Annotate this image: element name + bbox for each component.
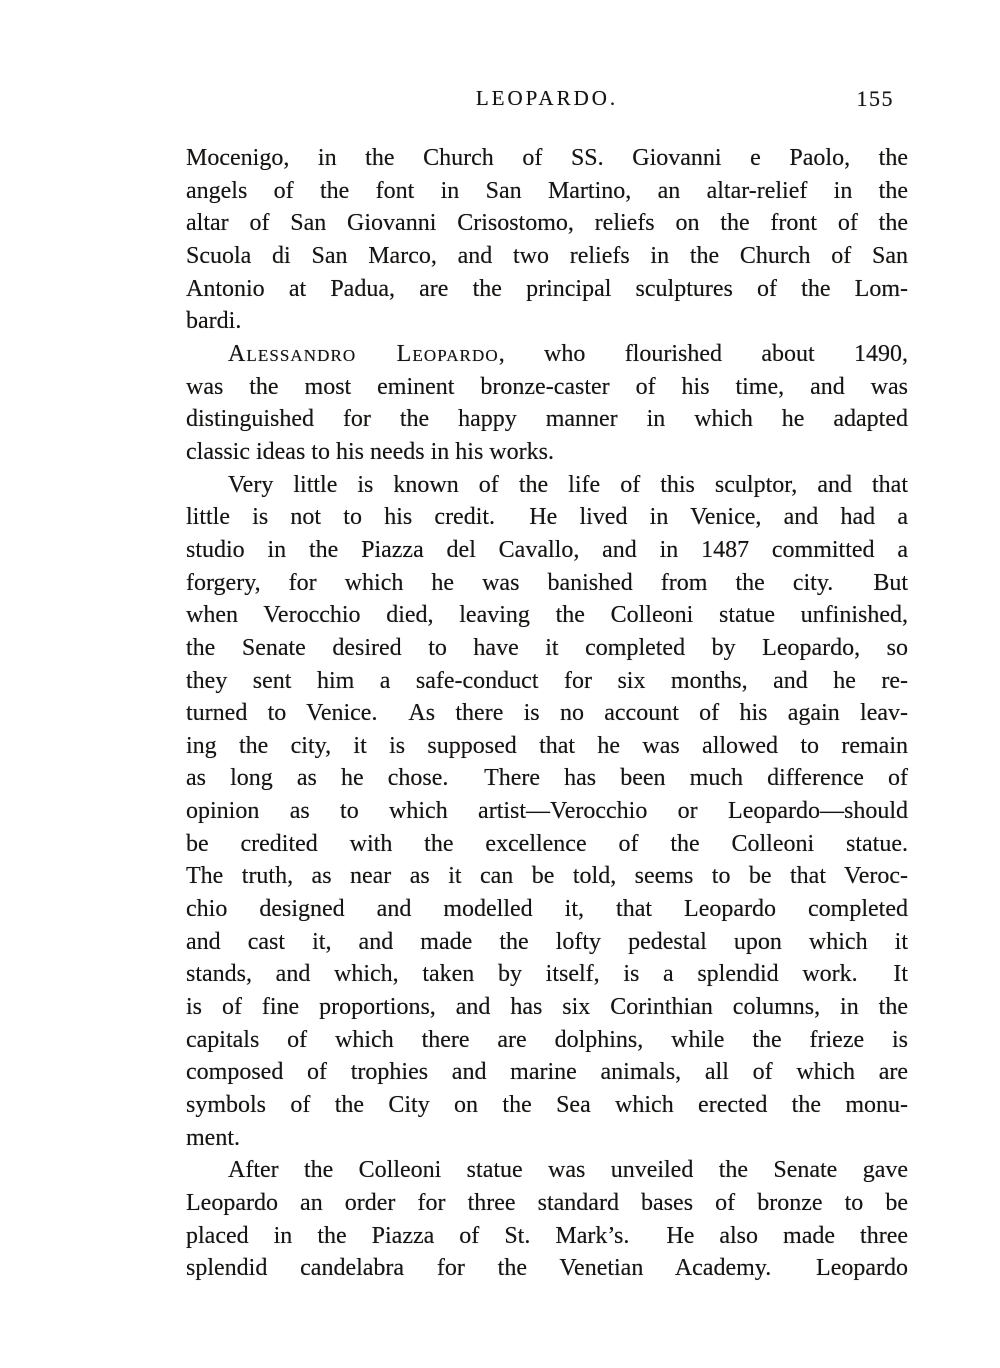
text-line: stands, and which, taken by itself, is a splendid work. It: [186, 961, 908, 988]
running-header: [186, 86, 908, 116]
small-caps-name: Alessandro Leopardo: [228, 340, 499, 367]
text-line: opinion as to which artist—Verocchio or Leopardo—should: [186, 798, 908, 825]
page-title: LEOPARDO.: [475, 86, 619, 110]
text-line: Very little is known of the life of this sculptor, and that: [228, 471, 908, 498]
text-line: they sent him a safe-conduct for six months, and he re-: [186, 667, 908, 694]
text-line: was the most eminent bronze-caster of his time, and was: [186, 373, 908, 400]
text-line: The truth, as near as it can be told, seems to be that Veroc-: [186, 863, 908, 890]
text-line: ment.: [186, 1124, 240, 1151]
text-line: as long as he chose. There has been much difference of: [186, 765, 908, 792]
text-line: Mocenigo, in the Church of SS. Giovanni e Paolo, the: [186, 145, 908, 171]
text-line: Antonio at Padua, are the principal sculptures of the Lom-: [186, 275, 908, 302]
text-line: distinguished for the happy manner in which he adapted: [186, 406, 908, 433]
text-line: placed in the Piazza of St. Mark’s. He also made three: [186, 1222, 908, 1249]
text-line: symbols of the City on the Sea which erected the monu-: [186, 1092, 908, 1119]
text-line: when Verocchio died, leaving the Colleoni statue unfinished,: [186, 602, 908, 629]
text-line: is of fine proportions, and has six Corinthian columns, in the: [186, 994, 908, 1021]
text-line: Scuola di San Marco, and two reliefs in the Church of San: [186, 242, 908, 269]
text-line: After the Colleoni statue was unveiled the Senate gave: [228, 1157, 908, 1184]
text-line: capitals of which there are dolphins, while the frieze is: [186, 1026, 908, 1053]
text-block: [186, 142, 908, 1285]
text-line: composed of trophies and marine animals, all of which are: [186, 1059, 908, 1086]
text-line: studio in the Piazza del Cavallo, and in 1487 committed a: [186, 536, 908, 563]
text-line: [186, 338, 908, 371]
page-number: 155: [856, 86, 894, 111]
text-line: chio designed and modelled it, that Leopardo completed: [186, 896, 908, 923]
text-line: forgery, for which he was banished from the city. But: [186, 569, 908, 596]
paragraph: [186, 338, 908, 469]
text-line: turned to Venice. As there is no account of his again leav-: [186, 700, 908, 727]
paragraph: [186, 469, 908, 1155]
text-line: the Senate desired to have it completed by Leopardo, so: [186, 634, 908, 661]
text-line: little is not to his credit. He lived in Venice, and had a: [186, 504, 908, 531]
text-line: be credited with the excellence of the Colleoni statue.: [186, 830, 908, 857]
text-line: altar of San Giovanni Crisostomo, reliefs on the front of the: [186, 210, 908, 237]
paragraph: [186, 142, 908, 338]
text-line: angels of the font in San Martino, an altar-relief in the: [186, 177, 908, 204]
text-line: Leopardo an order for three standard bases of bronze to be: [186, 1190, 908, 1216]
text-run: , who flourished about 1490,: [498, 340, 908, 367]
text-line: bardi.: [186, 308, 242, 335]
text-line: classic ideas to his needs in his works.: [186, 438, 554, 465]
paragraph: [186, 1154, 908, 1285]
text-line: and cast it, and made the lofty pedestal upon which it: [186, 928, 908, 955]
text-line: splendid candelabra for the Venetian Academy. Leopardo: [186, 1255, 908, 1282]
text-line: ing the city, it is supposed that he was allowed to remain: [186, 732, 908, 759]
